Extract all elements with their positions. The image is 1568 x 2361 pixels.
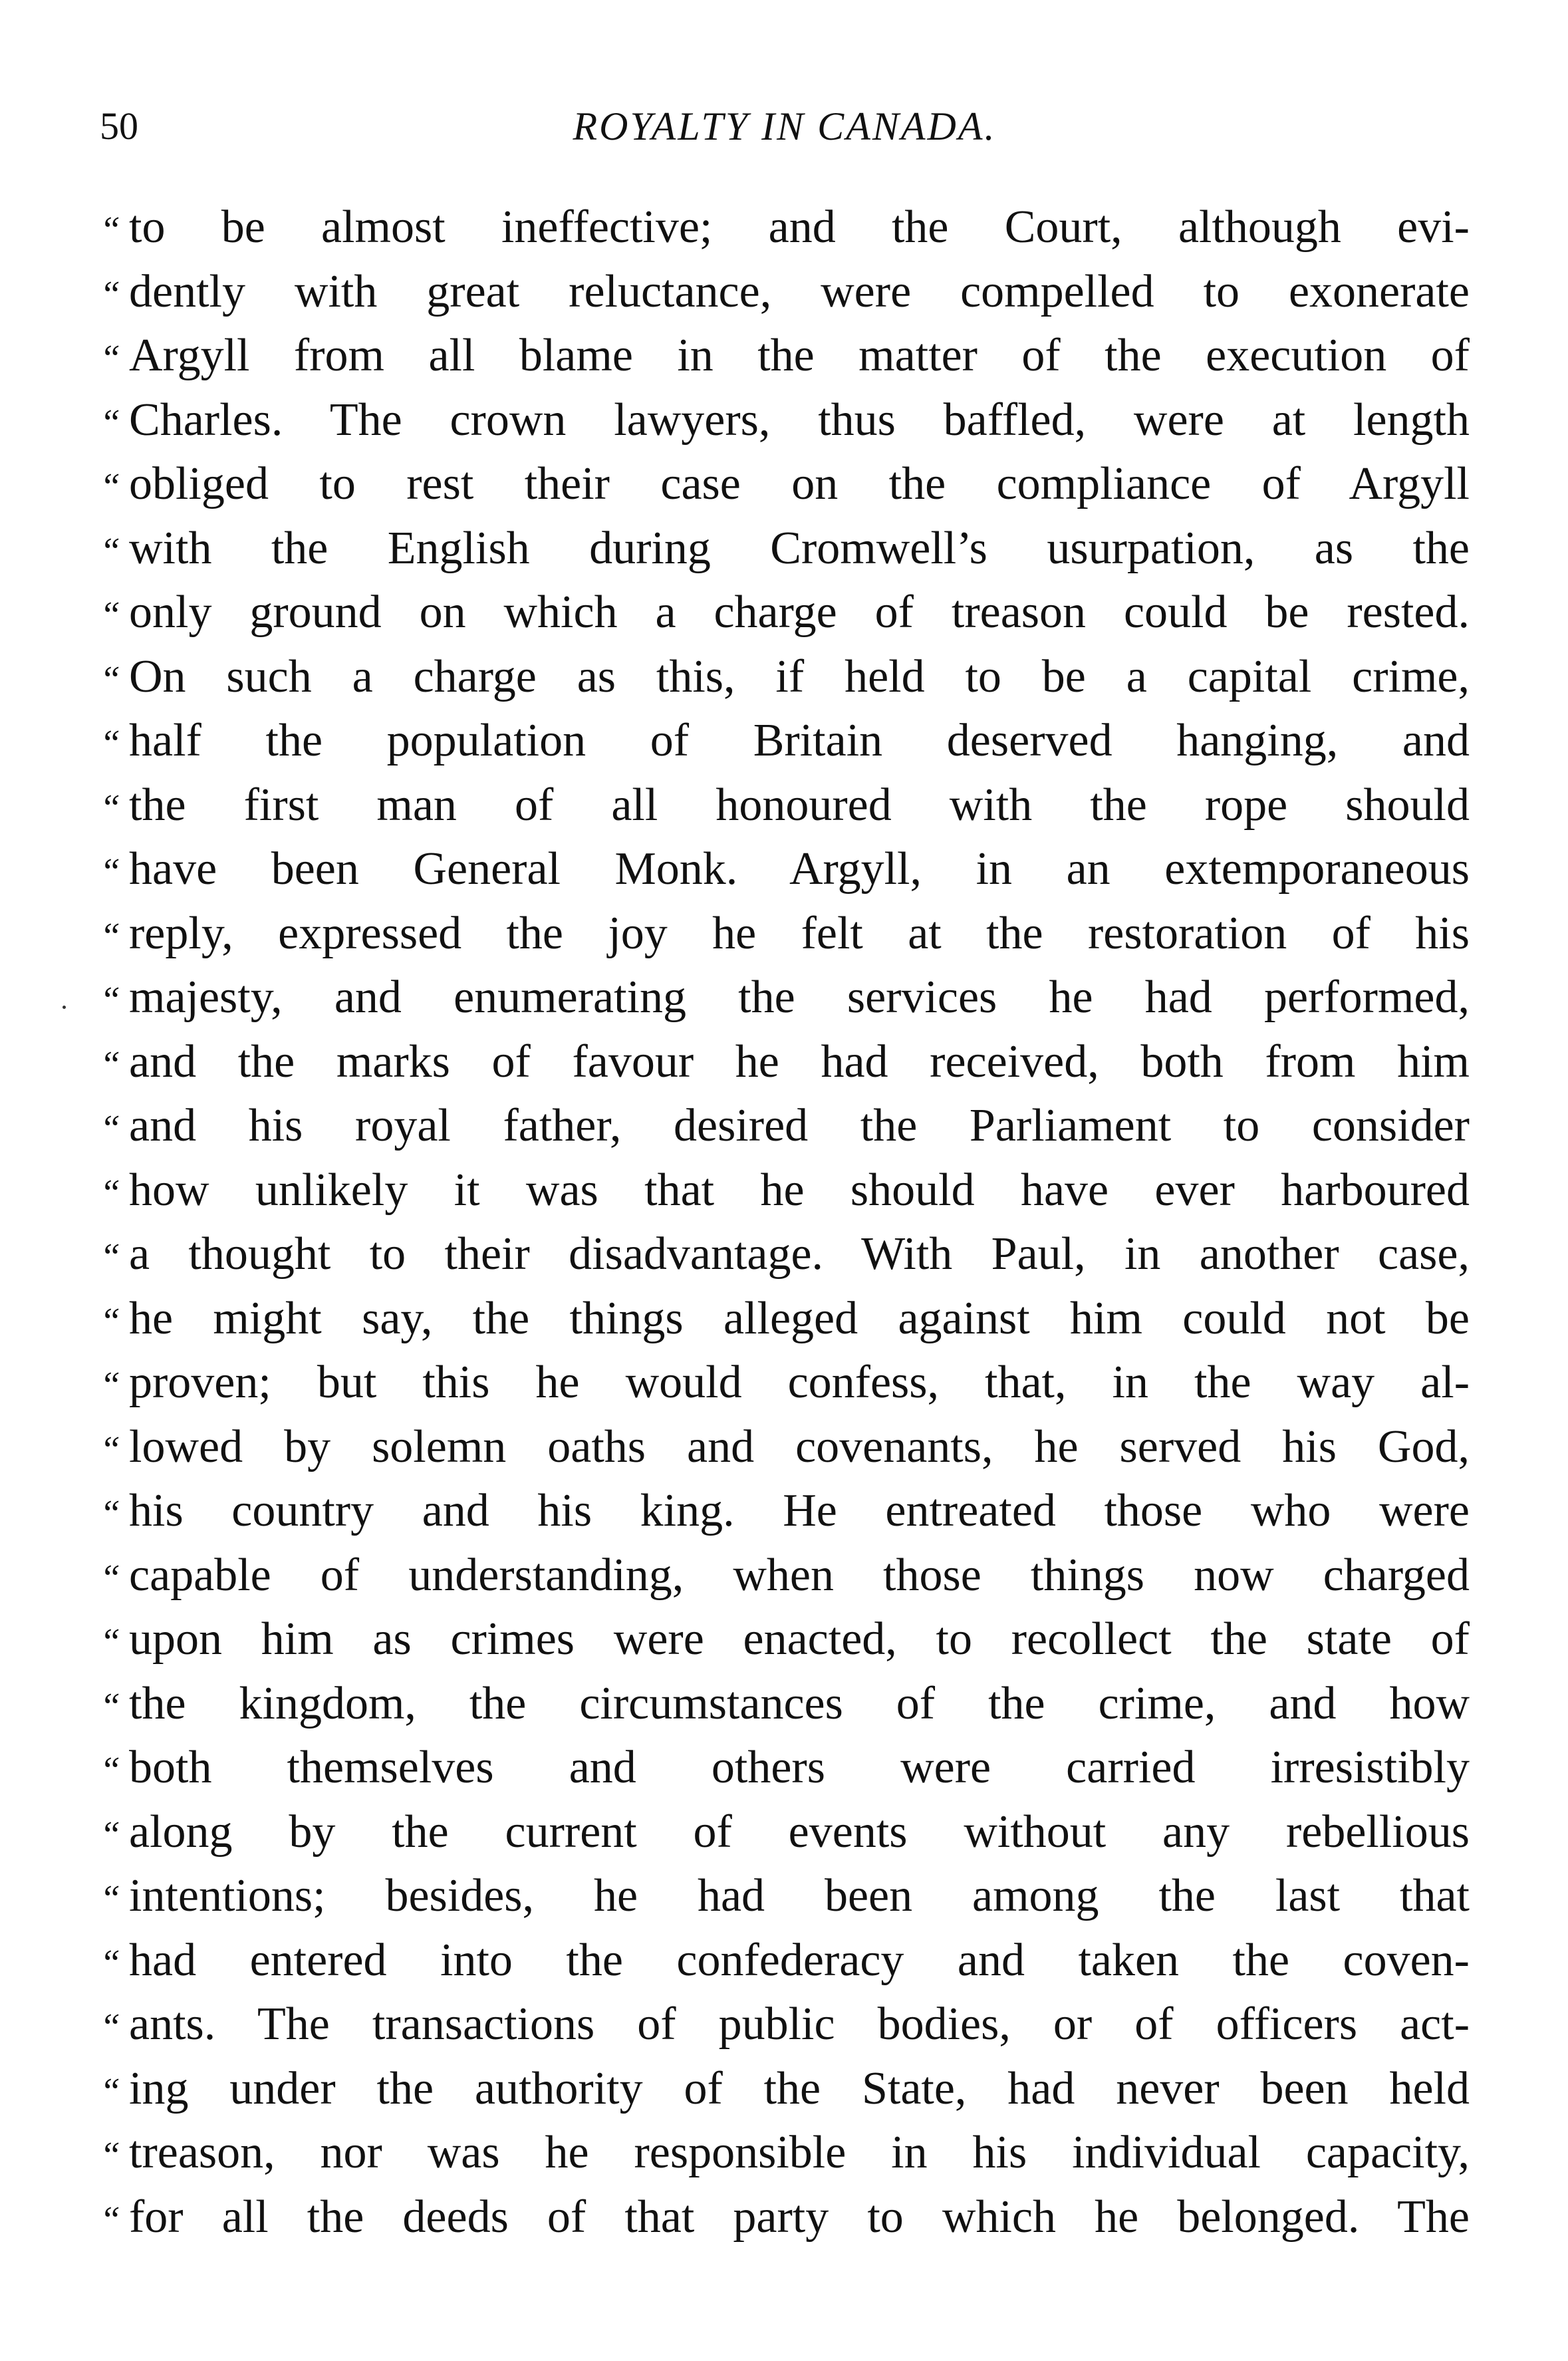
text-line	[100, 1607, 1470, 1672]
line-text: how unlikely it was that he should have ever harboured	[129, 1164, 1470, 1216]
running-head	[100, 100, 1470, 153]
text-line	[100, 1479, 1470, 1544]
text-line	[100, 1864, 1470, 1929]
line-text: upon him as crimes were enacted, to recollect the state of	[129, 1613, 1470, 1665]
text-line	[100, 260, 1470, 325]
quote-mark: “	[100, 2135, 121, 2176]
line-text: he might say, the things alleged against him could not be	[129, 1292, 1470, 1344]
quote-mark: “	[100, 2199, 121, 2241]
line-text: reply, expressed the joy he felt at the restoration of his	[129, 907, 1470, 959]
text-line	[100, 773, 1470, 838]
quote-mark: “	[100, 851, 121, 893]
quote-mark: “	[100, 1685, 121, 1727]
text-line	[100, 966, 1470, 1030]
quote-mark: “	[100, 1493, 121, 1534]
text-line	[100, 1094, 1470, 1159]
text-line	[100, 324, 1470, 388]
text-line	[100, 709, 1470, 773]
quote-mark: “	[100, 980, 121, 1021]
quote-mark: “	[100, 915, 121, 957]
page-number: 50	[100, 104, 138, 148]
quote-mark: “	[100, 2070, 121, 2112]
text-line	[100, 837, 1470, 902]
line-text: along by the current of events without any rebellious	[129, 1806, 1470, 1858]
text-line	[100, 2121, 1470, 2185]
line-text: to be almost ineffective; and the Court, although evi-	[129, 202, 1470, 253]
print-speck	[63, 1006, 66, 1009]
quote-mark: “	[100, 723, 121, 764]
line-text: the kingdom, the circumstances of the crime, and how	[129, 1677, 1470, 1729]
quote-mark: “	[100, 1236, 121, 1278]
line-text: had entered into the confederacy and taken the coven-	[129, 1934, 1470, 1986]
quote-mark: “	[100, 1300, 121, 1342]
line-text: and his royal father, desired the Parliament to consider	[129, 1100, 1470, 1151]
quoted-passage	[100, 196, 1470, 2249]
quote-mark: “	[100, 530, 121, 572]
line-text: half the population of Britain deserved hanging, and	[129, 715, 1470, 766]
quote-mark: “	[100, 1621, 121, 1663]
text-line	[100, 1159, 1470, 1223]
text-line	[100, 1929, 1470, 1993]
quote-mark: “	[100, 787, 121, 829]
text-line	[100, 517, 1470, 581]
text-line	[100, 2185, 1470, 2250]
quote-mark: “	[100, 273, 121, 315]
quote-mark: “	[100, 1557, 121, 1599]
line-text: and the marks of favour he had received, both from him	[129, 1036, 1470, 1087]
line-text: ants. The transactions of public bodies, or of officers act-	[129, 1999, 1470, 2050]
text-line	[100, 1736, 1470, 1800]
line-text: the first man of all honoured with the rope should	[129, 779, 1470, 831]
line-text: with the English during Cromwell’s usurpation, as the	[129, 522, 1470, 574]
quote-mark: “	[100, 402, 121, 444]
quote-mark: “	[100, 338, 121, 379]
quote-mark: “	[100, 1750, 121, 1791]
line-text: lowed by solemn oaths and covenants, he served his God,	[129, 1421, 1470, 1472]
text-line	[100, 645, 1470, 710]
quote-mark: “	[100, 1172, 121, 1214]
quote-mark: “	[100, 466, 121, 507]
quote-mark: “	[100, 595, 121, 636]
text-line	[100, 196, 1470, 260]
quote-mark: “	[100, 209, 121, 251]
quote-mark: “	[100, 1814, 121, 1856]
quote-mark: “	[100, 658, 121, 700]
line-text: majesty, and enumerating the services he had performed,	[129, 972, 1470, 1023]
line-text: treason, nor was he responsible in his individual capacity,	[129, 2127, 1470, 2178]
quote-mark: “	[100, 1043, 121, 1085]
quote-mark: “	[100, 1365, 121, 1406]
line-text: for all the deeds of that party to which he belonged. The	[129, 2191, 1470, 2243]
line-text: obliged to rest their case on the compliance of Argyll	[129, 458, 1470, 509]
line-text: Argyll from all blame in the matter of the execution of	[129, 330, 1470, 381]
text-line	[100, 1993, 1470, 2057]
line-text: intentions; besides, he had been among the last that	[129, 1870, 1470, 1921]
line-text: only ground on which a charge of treason could be rested.	[129, 587, 1470, 638]
quote-mark: “	[100, 1878, 121, 1919]
quote-mark: “	[100, 1942, 121, 1984]
text-line	[100, 1544, 1470, 1608]
line-text: ing under the authority of the State, had never been held	[129, 2062, 1470, 2114]
quote-mark: “	[100, 1108, 121, 1149]
text-line	[100, 388, 1470, 453]
line-text: capable of understanding, when those things now charged	[129, 1549, 1470, 1601]
text-line	[100, 1287, 1470, 1351]
line-text: Charles. The crown lawyers, thus baffled, were at length	[129, 394, 1470, 446]
text-line	[100, 1415, 1470, 1480]
line-text: dently with great reluctance, were compelled to exonerate	[129, 265, 1470, 317]
text-line	[100, 1030, 1470, 1095]
text-line	[100, 1672, 1470, 1736]
line-text: a thought to their disadvantage. With Paul, in another case,	[129, 1228, 1470, 1280]
line-text: proven; but this he would confess, that, in the way al-	[129, 1357, 1470, 1408]
text-line	[100, 2057, 1470, 2122]
quote-mark: “	[100, 2007, 121, 2048]
text-line	[100, 581, 1470, 645]
line-text: have been General Monk. Argyll, in an extemporaneous	[129, 843, 1470, 895]
line-text: On such a charge as this, if held to be a capital crime,	[129, 650, 1470, 702]
text-line	[100, 902, 1470, 966]
text-line	[100, 1800, 1470, 1865]
text-line	[100, 1351, 1470, 1415]
line-text: his country and his king. He entreated those who were	[129, 1485, 1470, 1536]
text-line	[100, 452, 1470, 517]
line-text: both themselves and others were carried irresistibly	[129, 1742, 1470, 1793]
text-line	[100, 1222, 1470, 1287]
quote-mark: “	[100, 1429, 121, 1470]
running-title: ROYALTY IN CANADA.	[573, 104, 997, 148]
